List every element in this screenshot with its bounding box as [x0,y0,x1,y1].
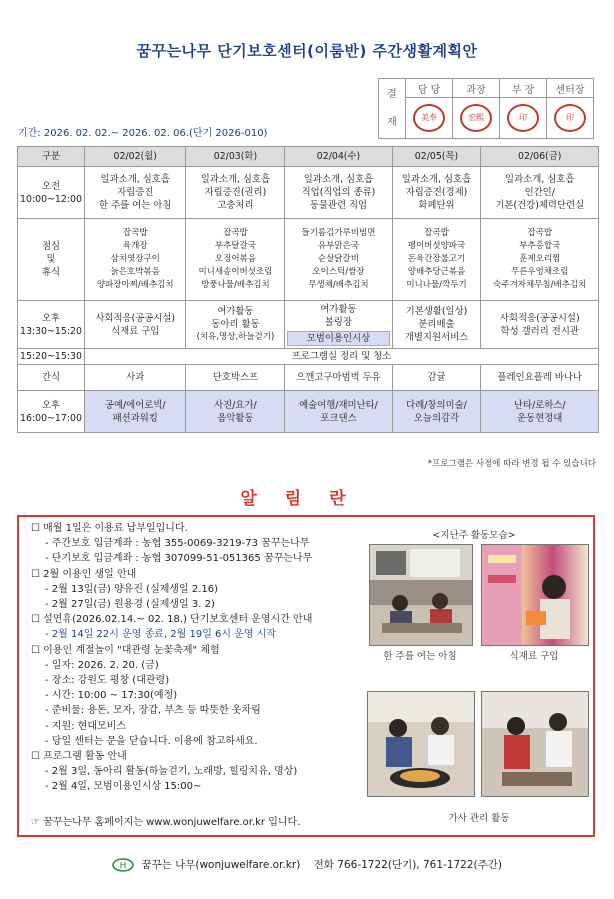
notice-title: 알림란 [240,489,374,509]
stamp-icon: 印 [554,104,586,132]
notice-box [17,515,595,837]
snack-cell: 감귤 [392,365,481,391]
morning-cell: 일과소개, 심호흡 인간인/ 기본(건강)체력단련실 [481,167,599,219]
snack-cell: 플레인요플레 바나나 [481,365,599,391]
notice-heading: ☐ 매월 1일은 이용료 납부일입니다. [31,523,188,534]
lunch-cell: 들기름김가루비빔면 유부맑은국 순살닭갈비 오이스틱/쌈장 무생채/배추김치 [285,219,392,301]
lunch-cell: 잡곡밥 부추달갈국 오징어볶음 미니새송이버섯조림 방풍나물/배추김치 [186,219,285,301]
afternoon-cell: 여가활동 볼링장 모범이용인시상 [285,301,392,349]
late-cell: 다례/창의미술/ 오늘의감각 [392,391,481,433]
morning-label: 오전 10:00~12:00 [18,167,85,219]
late-cell: 사진/요가/ 음악활동 [186,391,285,433]
notice-item: - 시간: 10:00 ~ 17:30(예정) [45,690,178,702]
caption-2: 식재료 구입 [509,651,559,662]
notice-item: - 2월 3일, 동아리 활동(하늘걷기, 노래방, 힐링치유, 명상) [45,766,298,778]
afternoon-cell: 기본생활(일상) 분리배출 개별지원서비스 [392,301,481,349]
notice-list [31,521,401,795]
approval-label: 결 재 [379,79,406,139]
photo-shopping [481,544,589,646]
svg-text:H: H [119,861,127,872]
notice-item: - 장소: 강원도 평창 (대관령) [45,675,170,687]
header-day-1: 02/02(월) [85,147,186,167]
role-director: 부 장 [500,79,547,98]
stamp-icon: 印 [507,104,539,132]
cleanup-cell: 프로그램실 정리 및 청소 [85,349,599,365]
notice-item: - 2월 14일 22시 운영 종료, 2월 19일 6시 운영 시작 [45,629,277,641]
late-cell: 공예/에어로빅/ 패션과워킹 [85,391,186,433]
late-cell: 난타/로하스/ 운동현정대 [481,391,599,433]
stamp-icon: 美奉 [413,104,445,132]
role-head: 센터장 [547,79,594,98]
snack-cell: 단호박스프 [186,365,285,391]
lunch-cell: 잡곡밥 육개장 삼치엿장구이 늙은호박볶음 양파장아찌/배추김치 [85,219,186,301]
caption-3: 가사 관리 활동 [448,813,510,824]
footer-phone: 전화 766-1722(단기), 761-1722(주간) [313,859,503,871]
morning-cell: 일과소개, 심호흡 자립증진 한 주를 여는 아침 [85,167,186,219]
morning-cell: 일과소개, 심호흡 자립증진(권리) 고충처리 [186,167,285,219]
photo-cooking-2 [481,691,589,797]
footer-org: 꿈꾸는 나무(wonjuwelfare.or.kr) [141,859,301,871]
header-day-5: 02/06(금) [481,147,599,167]
afternoon-cell: 사회적응(공공시설) 식재료 구입 [85,301,186,349]
photo-cooking-1 [367,691,475,797]
photo-morning-scene-icon [370,545,472,645]
snack-cell: 사과 [85,365,186,391]
notice-item: - 지원: 현대모비스 [45,720,126,732]
footer [0,857,614,872]
notice-item: - 2월 27일(금) 원용경 (실제생일 3. 2) [45,599,215,611]
notice-item: - 당일 센터는 문을 닫습니다. 이용에 참고하세요. [45,735,258,747]
header-category: 구분 [18,147,85,167]
morning-cell: 일과소개, 심호흡 직업(직업의 종류) 동물관련 직업 [285,167,392,219]
notice-item: - 2월 4일, 모범이용인시상 15:00~ [45,781,202,793]
role-manager: 과장 [453,79,500,98]
notice-item: - 일자: 2026. 2. 20. (금) [45,659,159,671]
photo-shopping-scene-icon [482,545,588,645]
snack-label: 간식 [18,365,85,391]
photo-morning [369,544,473,646]
header-day-3: 02/04(수) [285,147,392,167]
schedule-table [17,146,599,433]
cleanup-time: 15:20~15:30 [18,349,85,365]
afternoon-label: 오후 13:30~15:20 [18,301,85,349]
morning-cell: 일과소개, 심호흡 자립증진(경제) 화폐단위 [392,167,481,219]
approval-box [378,78,594,139]
page-title: 꿈꾸는나무 단기보호센터(이룸반) 주간생활계획안 [136,42,478,60]
header-day-4: 02/05(목) [392,147,481,167]
change-note: *프로그램은 사정에 따라 변경 될 수 있습니다 [427,459,596,469]
photo-cooking-scene-2-icon [482,692,588,796]
header-day-2: 02/03(화) [186,147,285,167]
lunch-cell: 잡곡밥 부추홍합국 훈제오리찜 무른우엉채조림 숙주겨자채무침/배추김치 [481,219,599,301]
period: 기간: 2026. 02. 02.~ 2026. 02. 06.(단기 2026-010) [18,128,268,139]
afternoon-cell: 사회적응(공공시설) 학성 갤러리 전시관 [481,301,599,349]
notice-heading: ☐ 프로그램 활동 안내 [31,751,127,763]
notice-heading: ☐ 설연휴(2026.02.14.~ 02. 18.) 단기보호센터 운영시간 안내 [31,614,313,626]
notice-item: - 2월 13일(금) 양유진 (실제생일 2.16) [45,583,219,595]
afternoon-cell: 여가활동 동아리 활동 (치유,명상,하늘걷기) [186,301,285,349]
notice-item: - 주간보호 입금계좌 : 농협 355-0069-3219-73 꿈꾸는나무 [45,538,310,550]
notice-item: - 단기보호 입금계좌 : 농협 307099-51-051365 꿈꾸는나무 [45,553,313,565]
stamp-icon: 宏熙 [460,104,492,132]
late-label: 오후 16:00~17:00 [18,391,85,433]
snack-cell: 으깬고구마범벅 두유 [285,365,392,391]
homepage-line: ☞ 꿈꾸는나무 홈페이지는 www.wonjuwelfare.or.kr 입니다. [31,817,301,828]
photo-cooking-scene-icon [368,692,474,796]
lunch-label: 점심 및 휴식 [18,219,85,301]
photos-title: <지난주 활동모습> [432,530,516,541]
role-staff: 담 당 [406,79,453,98]
notice-item: - 준비물: 용돈, 모자, 장갑, 부츠 등 따뜻한 옷차림 [45,705,261,717]
logo-icon [112,858,134,872]
lunch-cell: 잡곡밥 팽이버섯양파국 돈육간장불고기 양배추당근볶음 미니나물/깍두기 [392,219,481,301]
caption-1: 한 주를 여는 아침 [383,651,457,662]
homepage-link[interactable]: www.wonjuwelfare.or.kr [146,817,266,828]
notice-heading: ☐ 이용인 계절놀이 "대관령 눈꽃축제" 체험 [31,644,220,656]
late-cell: 예술여행/재미난타/ 포크댄스 [285,391,392,433]
notice-heading: ☐ 2월 이용인 생일 안내 [31,568,137,580]
